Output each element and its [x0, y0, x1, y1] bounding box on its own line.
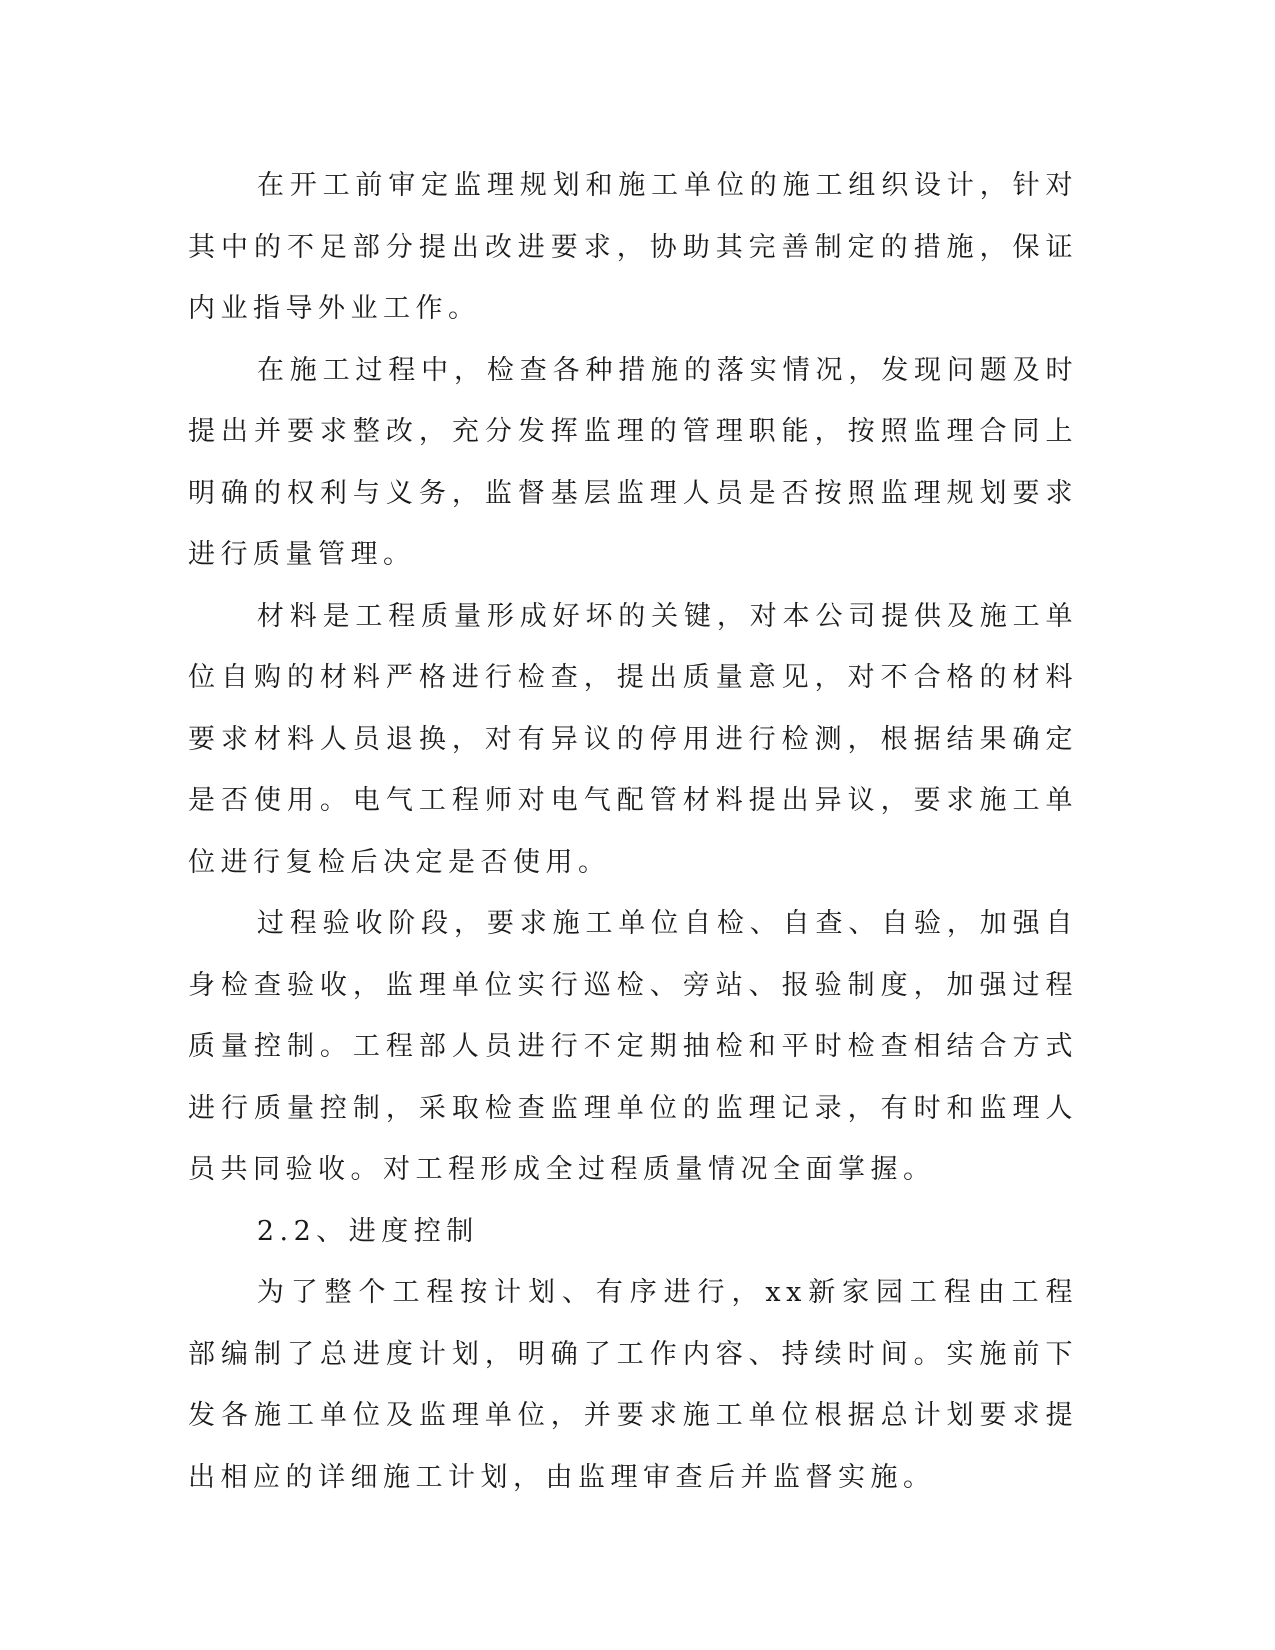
document-body	[188, 155, 1078, 1508]
paragraph-material-control: 材料是工程质量形成好坏的关键，对本公司提供及施工单位自购的材料严格进行检查，提出质量意见，对不合格的材料要求材料人员退换，对有异议的停用进行检测，根据结果确定是否使用。电气工程师对电气配管材料提出异议，要求施工单位进行复检后决定是否使用。	[188, 600, 1078, 878]
paragraph-process-acceptance: 过程验收阶段，要求施工单位自检、自查、自验，加强自身检查验收，监理单位实行巡检、旁站、报验制度，加强过程质量控制。工程部人员进行不定期抽检和平时检查相结合方式进行质量控制，采取检查监理单位的监理记录，有时和监理人员共同验收。对工程形成全过程质量情况全面掌握。	[188, 908, 1078, 1185]
paragraph-design-review: 在开工前审定监理规划和施工单位的施工组织设计，针对其中的不足部分提出改进要求，协助其完善制定的措施，保证内业指导外业工作。	[188, 170, 1078, 324]
paragraph-progress-plan: 为了整个工程按计划、有序进行，xx新家园工程由工程部编制了总进度计划，明确了工作内容、持续时间。实施前下发各施工单位及监理单位，并要求施工单位根据总计划要求提出相应的详细施工计划，由监理审查后并监督实施。	[188, 1277, 1078, 1493]
paragraph-construction-inspection: 在施工过程中，检查各种措施的落实情况，发现问题及时提出并要求整改，充分发挥监理的管理职能，按照监理合同上明确的权利与义务，监督基层监理人员是否按照监理规划要求进行质量管理。	[188, 354, 1078, 570]
section-heading-progress-control: 2.2、进度控制	[256, 1215, 479, 1247]
